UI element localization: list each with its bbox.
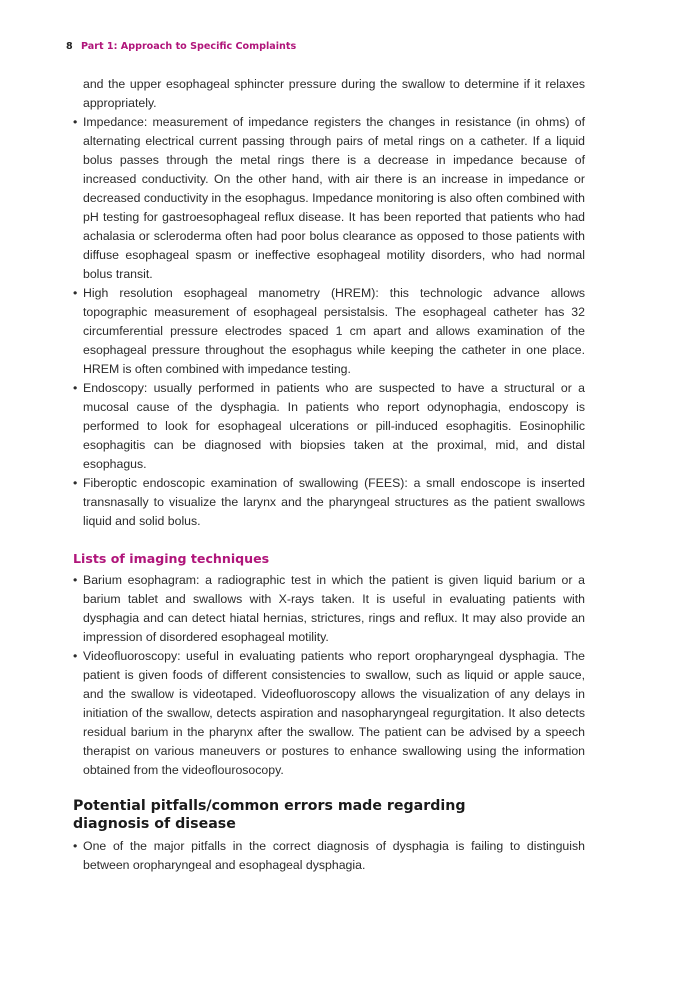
page-number: 8	[66, 41, 73, 52]
list-item-impedance: • Impedance: measurement of impedance registers the changes in resistance (in ohms) of alternating electrical current passing through pairs of metal rings on a catheter. If a liquid bolus passes through the metal rings there is a decrease in impedance because of increased conductivity. On the other hand, with air there is an increase in impedance or decreased conductivity in the esophagus. Impedance monitoring is also often combined with pH testing for gastroesophageal reflux disease. It has been reported that patients who had achalasia or scleroderma often had poor bolus clearance as opposed to those patients with diffuse esophageal spasm or ineffective esophageal motility disorders, who had normal bolus transit.	[83, 113, 585, 284]
diagnostic-tests-list	[83, 113, 585, 531]
pitfalls-list	[83, 837, 585, 875]
intro-continuation: and the upper esophageal sphincter pressure during the swallow to determine if it relaxes appropriately.	[83, 77, 585, 110]
page-content	[73, 75, 585, 875]
imaging-list	[83, 571, 585, 780]
list-item-pitfall: • One of the major pitfalls in the correct diagnosis of dysphagia is failing to distinguish between oropharyngeal and esophageal dysphagia.	[83, 837, 585, 875]
list-item-endoscopy: • Endoscopy: usually performed in patients who are suspected to have a structural or a mucosal cause of the dysphagia. In patients who report odynophagia, endoscopy is performed to look for esophageal ulcerations or pill-induced esophagitis. Eosinophilic esophagitis can be diagnosed with biopsies taken at the proximal, mid, and distal esophagus.	[83, 379, 585, 474]
running-head	[66, 41, 296, 52]
list-item-videofluoroscopy: • Videofluoroscopy: useful in evaluating patients who report oropharyngeal dysphagia. The patient is given foods of different consistencies to swallow, such as liquid or apple sauce, and the swallow is videotaped. Videofluoroscopy allows the visualization of any delays in initiation of the swallow, detects aspiration and nasopharyngeal regurgitation. It also detects residual barium in the pharynx after the swallow. The patient can be advised by a speech therapist on various maneuvers or postures to enhance swallowing using the information obtained from the videoflourosocopy.	[83, 647, 585, 780]
pitfalls-section-heading: Potential pitfalls/common errors made regarding diagnosis of disease	[73, 798, 466, 832]
imaging-section-heading: Lists of imaging techniques	[73, 551, 270, 566]
list-item-barium-esophagram: • Barium esophagram: a radiographic test in which the patient is given liquid barium or a barium tablet and swallows with X-rays taken. It is useful in evaluating patients with dysphagia and can detect hiatal hernias, strictures, rings and reflux. It may also provide an impression of disordered esophageal motility.	[83, 571, 585, 647]
list-item-fees: • Fiberoptic endoscopic examination of swallowing (FEES): a small endoscope is inserted transnasally to visualize the larynx and the pharyngeal structures as the patient swallows liquid and solid bolus.	[83, 474, 585, 531]
list-item-hrem: • High resolution esophageal manometry (HREM): this technologic advance allows topographic measurement of esophageal persistalsis. The esophageal catheter has 32 circumferential pressure electrodes spaced 1 cm apart and allows examination of the esophageal pressure throughout the esophagus while keeping the catheter in one place. HREM is often combined with impedance testing.	[83, 284, 585, 379]
part-title: Part 1: Approach to Specific Complaints	[81, 41, 297, 52]
